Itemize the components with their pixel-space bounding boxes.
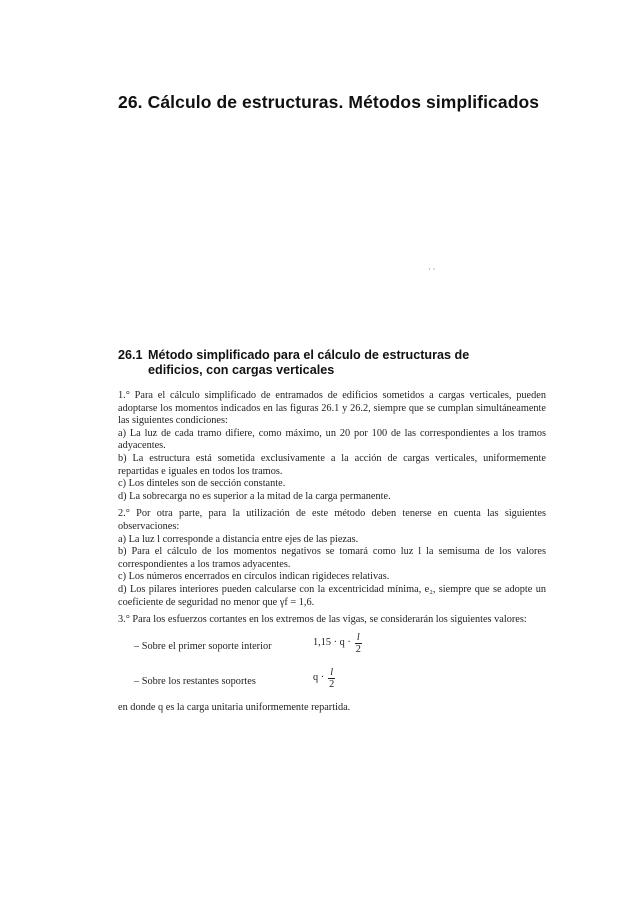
fraction-1-numerator: l <box>356 631 360 643</box>
closing-note: en donde q es la carga unitaria uniformemente repartida. <box>118 701 351 713</box>
list-item-1d: d) La sobrecarga no es superior a la mitad de la carga permanente. <box>118 490 391 502</box>
formula-label-2: – Sobre los restantes soportes <box>134 675 256 687</box>
list-item-2a: a) La luz l corresponde a distancia entre ejes de las piezas. <box>118 533 359 545</box>
list-item-2b: b) Para el cálculo de los momentos negativos se tomará como luz l la semisuma de los valores correspondientes a los tramos adyacentes. <box>118 546 546 570</box>
formula-row-1 <box>118 632 546 662</box>
list-item-1c: c) Los dinteles son de sección constante. <box>118 478 286 490</box>
fraction-2 <box>327 667 336 690</box>
section-title-line2: edificios, con cargas verticales <box>148 363 335 377</box>
formula-row-2 <box>118 667 546 697</box>
paragraph-2: 2.° Por otra parte, para la utilización de este método deben tenerse en cuenta las siguientes observaciones: <box>118 508 546 532</box>
formula-1 <box>313 632 363 655</box>
formula-label-1: – Sobre el primer soporte interior <box>134 640 272 652</box>
section-heading <box>118 348 578 378</box>
section-title-line1: Método simplificado para el cálculo de estructuras de <box>148 348 470 362</box>
fraction-1-denominator: 2 <box>355 643 361 655</box>
chapter-title: 26. Cálculo de estructuras. Métodos simplificados <box>118 92 540 112</box>
fraction-1 <box>354 632 363 655</box>
list-item-2d: d) Los pilares interiores pueden calcularse con la excentricidad mínima, e₂, siempre que se adopte un coeficiente de seguridad no menor que γf = 1,6. <box>118 583 546 608</box>
list-item-1b: b) La estructura está sometida exclusivamente a la acción de cargas verticales, uniformemente repartidas e iguales en todos los tramos. <box>118 452 546 477</box>
body-text <box>118 390 546 714</box>
formula-2-prefix: q · <box>313 671 325 683</box>
list-item-2c: c) Los números encerrados en círculos indican rigideces relativas. <box>118 571 390 583</box>
formula-2 <box>313 667 336 690</box>
paragraph-1: 1.° Para el cálculo simplificado de entramados de edificios sometidos a cargas verticales, pueden adoptarse los momentos indicados en las figuras 26.1 y 26.2, siempre que se cumplan simultáneamente las siguientes condiciones: <box>118 390 546 427</box>
fraction-2-numerator: l <box>330 666 334 678</box>
paragraph-3: 3.° Para los esfuerzos cortantes en los extremos de las vigas, se considerarán los siguientes valores: <box>118 614 527 626</box>
fraction-2-denominator: 2 <box>329 678 335 690</box>
section-number: 26.1 <box>118 348 143 362</box>
scan-specks: · · <box>428 265 436 274</box>
list-item-1a: a) La luz de cada tramo difiere, como máximo, un 20 por 100 de las correspondientes a los tramos adyacentes. <box>118 427 546 452</box>
formula-1-prefix: 1,15 · q · <box>313 636 351 648</box>
